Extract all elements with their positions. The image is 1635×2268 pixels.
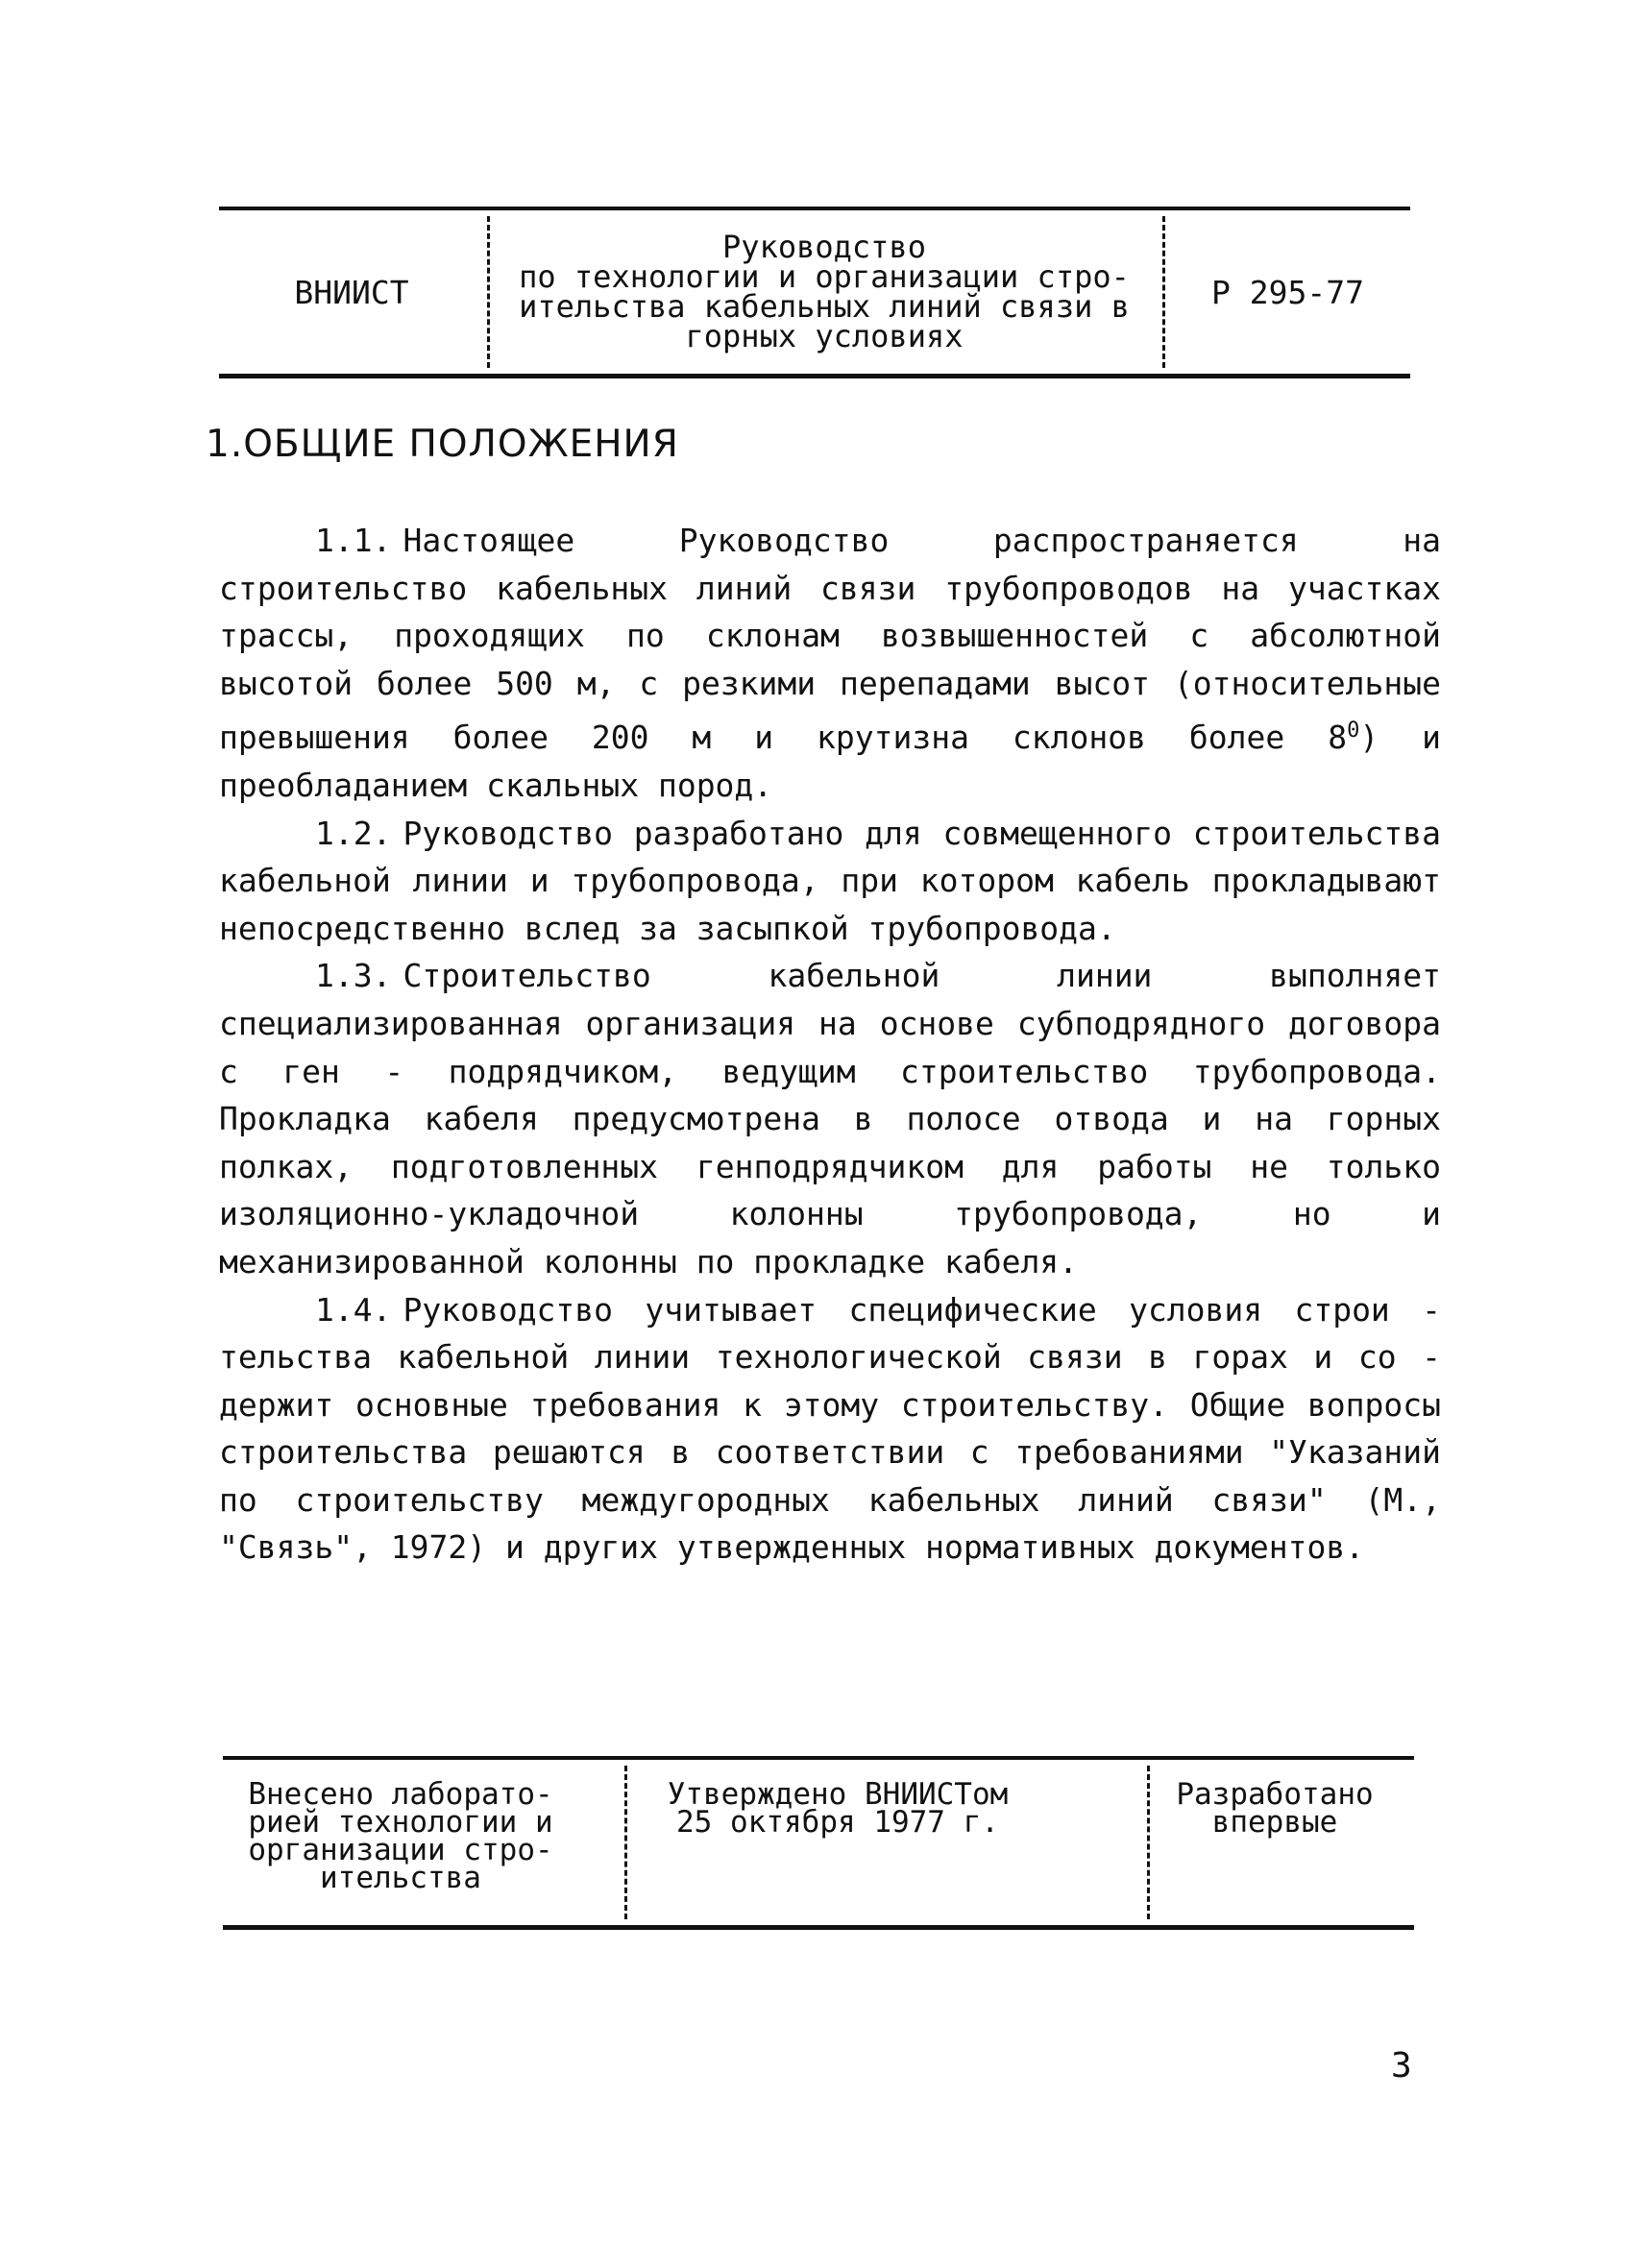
developed-status xyxy=(1145,1777,1404,1840)
paragraph-text: Настоящее Руководство распространяется на строительство кабельных линий связи трубопроводов на участках трассы, проходящих по склонам возвышенностей с абсолютной высотой более 500 м, с резкими перепадами высот (относительные превышения более 200 м и крутизна склонов более 8 xyxy=(219,522,1441,757)
organization-name: ВНИИСТ xyxy=(294,273,409,311)
approved-line: Утверждено ВНИИСТом xyxy=(667,1777,1009,1812)
header-table xyxy=(219,207,1410,378)
superscript-degree: 0 xyxy=(1347,719,1360,744)
paragraph-number: 1.4. xyxy=(315,1290,392,1329)
column-divider xyxy=(624,1766,627,1919)
approved-line: 25 октября 1977 г. xyxy=(676,1805,999,1840)
title-line: горных условиях xyxy=(685,318,964,354)
body-text xyxy=(219,517,1441,1572)
title-line: ительства кабельных линий связи в xyxy=(519,288,1130,325)
title-line: Руководство xyxy=(722,229,926,265)
paragraph-1-4 xyxy=(219,1286,1441,1573)
submitted-line: рией технологии и xyxy=(248,1805,553,1840)
submitted-line: организации стро- xyxy=(248,1833,553,1867)
paragraph-text: Руководство разработано для совмещенного строительства кабельной линии и трубопровода, при котором кабель прокладывают непосредственно вслед за засыпкой трубопровода. xyxy=(219,814,1441,947)
paragraph-text-continued: ) и преобладанием скальных пород. xyxy=(219,719,1441,804)
developed-line: Разработано xyxy=(1176,1777,1374,1812)
paragraph-text: Руководство учитывает специфические условия строи - тельства кабельной линии технологической связи в горах и со - держит основные требования к этому строительству. Общие вопросы строительства решаются в соответствии с требованиями "Указаний по строительству междугородных кабельных линий связи" (М., "Связь", 1972) и других утвержденных нормативных документов. xyxy=(219,1290,1441,1567)
footer-table xyxy=(223,1756,1414,1930)
developed-line: впервые xyxy=(1211,1805,1338,1840)
paragraph-1-3 xyxy=(219,952,1441,1285)
paragraph-1-2 xyxy=(219,810,1441,953)
paragraph-number: 1.3. xyxy=(315,957,392,995)
document-code: Р 295-77 xyxy=(1211,273,1364,311)
page-number: 3 xyxy=(1391,2046,1412,2085)
paragraph-number: 1.2. xyxy=(315,814,392,852)
paragraph-1-1 xyxy=(219,517,1441,810)
submitted-by xyxy=(242,1777,559,1895)
submitted-line: ительства xyxy=(320,1861,481,1895)
section-heading: 1.ОБЩИЕ ПОЛОЖЕНИЯ xyxy=(206,423,679,466)
approved-by xyxy=(655,1777,1020,1840)
paragraph-number: 1.1. xyxy=(315,522,392,559)
title-line: по технологии и организации стро- xyxy=(519,258,1130,295)
paragraph-text: Строительство кабельной линии выполняет специализированная организация на основе субподрядного договора с ген - подрядчиком, ведущим строительство трубопровода. Прокладка кабеля предусмотрена в полосе отвода и на горных полках, подготовленных генподрядчиком для работы не только изоляционно-укладочной колонны трубопровода, но и механизированной колонны по прокладке кабеля. xyxy=(219,957,1441,1280)
document-title xyxy=(488,210,1160,374)
submitted-line: Внесено лаборато- xyxy=(248,1777,553,1812)
